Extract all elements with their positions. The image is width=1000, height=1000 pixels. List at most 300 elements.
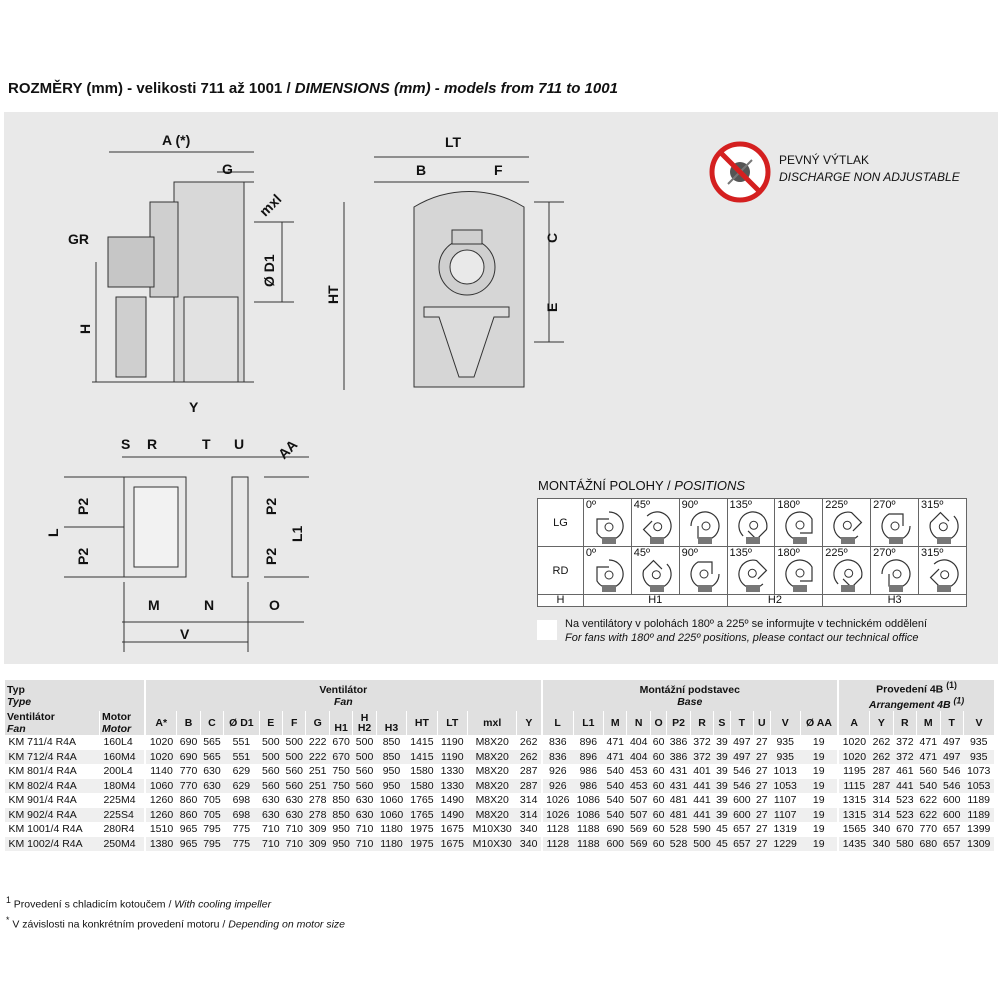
table-cell: 629 — [224, 764, 259, 779]
table-cell: 1580 — [407, 779, 437, 794]
table-cell: 1565 — [838, 822, 870, 837]
table-cell: KM 1002/4 R4A — [5, 837, 100, 852]
table-cell: 1415 — [407, 735, 437, 750]
table-cell: 27 — [754, 822, 770, 837]
fan-position-icon — [783, 509, 817, 545]
table-cell: 698 — [224, 808, 259, 823]
table-cell: 670 — [329, 750, 352, 765]
fan-position-icon — [879, 557, 913, 593]
table-cell: KM 1001/4 R4A — [5, 822, 100, 837]
fan-position-icon — [927, 557, 961, 593]
fan-position-icon — [927, 509, 961, 545]
col-a: A* — [145, 711, 177, 735]
table-cell: 1073 — [963, 764, 994, 779]
table-cell: 540 — [604, 793, 627, 808]
rotation-label: RD — [538, 547, 584, 595]
table-cell: 60 — [650, 837, 666, 852]
table-cell: 710 — [353, 822, 376, 837]
table-cell: 19 — [800, 822, 838, 837]
table-cell: 551 — [224, 750, 259, 765]
table-cell: 657 — [730, 822, 753, 837]
position-cell: 90º — [679, 499, 727, 547]
table-cell: 1580 — [407, 764, 437, 779]
table-cell: M8X20 — [468, 764, 517, 779]
col-d1: Ø D1 — [224, 711, 259, 735]
col-arr-r: R — [893, 711, 916, 735]
table-cell: 850 — [376, 750, 406, 765]
position-cell: 180º — [775, 499, 823, 547]
table-cell: 565 — [200, 750, 223, 765]
table-cell: 551 — [224, 735, 259, 750]
table-cell: 770 — [917, 822, 940, 837]
table-cell: 523 — [893, 808, 916, 823]
table-cell: 262 — [517, 735, 542, 750]
table-cell: 698 — [224, 793, 259, 808]
table-cell: 60 — [650, 779, 666, 794]
dim-S: S — [121, 436, 131, 452]
fan-position-icon — [831, 557, 865, 593]
table-cell: 569 — [627, 822, 650, 837]
table-cell: 546 — [940, 764, 963, 779]
table-cell: 1140 — [145, 764, 177, 779]
dim-P2-left-top: P2 — [75, 497, 91, 515]
table-cell: 1330 — [437, 764, 467, 779]
discharge-prohibited-icon — [712, 144, 768, 200]
table-cell: 1020 — [145, 735, 177, 750]
col-arr-m: M — [917, 711, 940, 735]
table-cell: 39 — [714, 735, 730, 750]
table-cell: 500 — [690, 837, 713, 852]
table-cell: 1189 — [963, 793, 994, 808]
table-cell: 314 — [517, 808, 542, 823]
position-cell: 90º — [679, 547, 727, 595]
arrangement-header: Provedení 4B $^{(1)}$ Arrangement 4B $^{(1)}$ — [838, 680, 994, 711]
table-cell: 690 — [604, 822, 627, 837]
table-cell: 540 — [604, 779, 627, 794]
table-cell: 836 — [542, 735, 574, 750]
table-cell: 500 — [353, 735, 376, 750]
table-cell: 372 — [893, 735, 916, 750]
table-cell: 1013 — [770, 764, 800, 779]
table-cell: 386 — [667, 735, 690, 750]
table-cell: 540 — [604, 764, 627, 779]
table-cell: 278 — [306, 808, 329, 823]
table-cell: 546 — [730, 779, 753, 794]
col-base-t: T — [730, 711, 753, 735]
table-cell: 986 — [573, 779, 603, 794]
table-cell: 471 — [604, 750, 627, 765]
dim-G: G — [222, 161, 233, 177]
note-box — [537, 620, 557, 640]
table-cell: 27 — [754, 750, 770, 765]
dim-P2-right-top: P2 — [263, 497, 279, 515]
table-cell: 1180 — [376, 837, 406, 852]
table-cell: 60 — [650, 822, 666, 837]
table-cell: 27 — [754, 779, 770, 794]
dim-HT: HT — [325, 285, 341, 304]
table-cell: 225S4 — [99, 808, 145, 823]
table-cell: 1975 — [407, 837, 437, 852]
table-cell: 690 — [177, 750, 200, 765]
table-cell: 19 — [800, 793, 838, 808]
col-base-l1: L1 — [573, 711, 603, 735]
table-cell: KM 901/4 R4A — [5, 793, 100, 808]
table-cell: 404 — [627, 735, 650, 750]
table-cell: 1189 — [963, 808, 994, 823]
table-cell: 600 — [604, 837, 627, 852]
col-e: E — [259, 711, 282, 735]
table-cell: 986 — [573, 764, 603, 779]
col-motor: Motor Motor — [99, 711, 145, 735]
table-cell: 1399 — [963, 822, 994, 837]
dim-D1: Ø D1 — [261, 254, 277, 287]
discharge-notice-cz: PEVNÝ VÝTLAK — [779, 153, 870, 167]
dim-E: E — [544, 302, 560, 312]
fan-position-icon — [592, 557, 626, 593]
table-cell: 39 — [714, 750, 730, 765]
dim-P2-right-bottom: P2 — [263, 547, 279, 565]
table-cell: 965 — [177, 837, 200, 852]
col-ht: HT — [407, 711, 437, 735]
table-cell: 309 — [306, 837, 329, 852]
table-cell: 680 — [917, 837, 940, 852]
table-cell: 1975 — [407, 822, 437, 837]
dim-R: R — [147, 436, 158, 452]
table-cell: 705 — [200, 808, 223, 823]
dim-mxl: mxl — [256, 190, 285, 220]
table-cell: 1260 — [145, 793, 177, 808]
positions-title: MONTÁŽNÍ POLOHY / POSITIONS — [538, 478, 746, 493]
positions-group-row — [538, 595, 967, 607]
table-cell: 39 — [714, 764, 730, 779]
table-cell: 404 — [627, 750, 650, 765]
table-cell: 560 — [283, 764, 306, 779]
dimensions-table — [4, 680, 994, 851]
table-cell: 1415 — [407, 750, 437, 765]
table-cell: 497 — [940, 750, 963, 765]
table-cell: 622 — [917, 793, 940, 808]
table-cell: 1319 — [770, 822, 800, 837]
col-base-o: O — [650, 711, 666, 735]
table-cell: 630 — [259, 808, 282, 823]
table-cell: 431 — [667, 779, 690, 794]
table-cell: 1260 — [145, 808, 177, 823]
table-cell: 45 — [714, 822, 730, 837]
table-cell: 60 — [650, 808, 666, 823]
table-row — [5, 779, 995, 794]
fan-position-icon — [688, 557, 722, 593]
col-base-aa: Ø AA — [800, 711, 838, 735]
table-cell: 950 — [376, 779, 406, 794]
table-cell: 630 — [200, 779, 223, 794]
table-cell: 523 — [893, 793, 916, 808]
table-cell: 569 — [627, 837, 650, 852]
table-body — [5, 735, 995, 851]
table-cell: 600 — [730, 808, 753, 823]
table-cell: 935 — [770, 735, 800, 750]
table-cell: 453 — [627, 779, 650, 794]
table-cell: 497 — [730, 750, 753, 765]
table-cell: 565 — [200, 735, 223, 750]
table-cell: 27 — [754, 735, 770, 750]
table-cell: 1229 — [770, 837, 800, 852]
table-cell: 287 — [517, 764, 542, 779]
table-cell: 280R4 — [99, 822, 145, 837]
table-cell: 1180 — [376, 822, 406, 837]
dim-O: O — [269, 597, 280, 613]
table-cell: 1060 — [376, 793, 406, 808]
table-cell: 1188 — [573, 837, 603, 852]
table-cell: 1195 — [838, 764, 870, 779]
col-arr-a: A — [838, 711, 870, 735]
table-row — [5, 808, 995, 823]
table-cell: 19 — [800, 764, 838, 779]
table-cell: 222 — [306, 750, 329, 765]
table-cell: KM 712/4 R4A — [5, 750, 100, 765]
position-group-h1: H1 — [583, 595, 727, 607]
table-cell: 1380 — [145, 837, 177, 852]
table-cell: 200L4 — [99, 764, 145, 779]
position-cell: 225º — [823, 547, 871, 595]
table-cell: 775 — [224, 822, 259, 837]
table-cell: 27 — [754, 764, 770, 779]
position-group-h3: H3 — [823, 595, 967, 607]
col-mxl: mxl — [468, 711, 517, 735]
col-b: B — [177, 711, 200, 735]
table-cell: 222 — [306, 735, 329, 750]
table-cell: 1060 — [145, 779, 177, 794]
table-cell: 629 — [224, 779, 259, 794]
position-cell: 0º — [583, 547, 631, 595]
table-cell: 39 — [714, 779, 730, 794]
position-cell: 315º — [919, 547, 967, 595]
table-cell: 45 — [714, 837, 730, 852]
table-cell: 19 — [800, 750, 838, 765]
col-lt: LT — [437, 711, 467, 735]
table-cell: 926 — [542, 779, 574, 794]
table-cell: M10X30 — [468, 822, 517, 837]
fan-position-icon — [640, 557, 674, 593]
table-cell: 850 — [329, 808, 352, 823]
fan-header: Ventilátor Fan — [145, 680, 541, 711]
table-cell: 1086 — [573, 808, 603, 823]
column-header-row — [5, 711, 995, 735]
position-cell: 45º — [631, 499, 679, 547]
table-cell: 935 — [963, 750, 994, 765]
position-group-h2: H2 — [727, 595, 823, 607]
table-cell: 1765 — [407, 808, 437, 823]
table-cell: 926 — [542, 764, 574, 779]
table-cell: 262 — [870, 735, 893, 750]
table-cell: 500 — [259, 735, 282, 750]
table-cell: 850 — [376, 735, 406, 750]
table-cell: 441 — [690, 808, 713, 823]
table-cell: 1190 — [437, 735, 467, 750]
table-cell: 431 — [667, 764, 690, 779]
dim-L1: L1 — [289, 525, 305, 542]
table-cell: 560 — [259, 764, 282, 779]
table-cell: 860 — [177, 808, 200, 823]
table-cell: 1107 — [770, 808, 800, 823]
fan-position-icon — [688, 509, 722, 545]
page-title: ROZMĚRY (mm) - velikosti 711 až 1001 / DIMENSIONS (mm) - models from 711 to 1001 — [8, 80, 618, 97]
col-base-u: U — [754, 711, 770, 735]
table-cell: 670 — [329, 735, 352, 750]
table-cell: 507 — [627, 808, 650, 823]
table-cell: 600 — [940, 793, 963, 808]
table-cell: 1490 — [437, 808, 467, 823]
position-cell: 270º — [871, 499, 919, 547]
table-cell: 180M4 — [99, 779, 145, 794]
table-cell: 251 — [306, 764, 329, 779]
table-cell: 471 — [917, 750, 940, 765]
dim-B: B — [416, 162, 427, 178]
table-cell: 528 — [667, 822, 690, 837]
dim-H: H — [77, 323, 93, 334]
table-cell: 1309 — [963, 837, 994, 852]
col-y: Y — [517, 711, 542, 735]
table-cell: 497 — [940, 735, 963, 750]
table-cell: 950 — [329, 837, 352, 852]
table-cell: 27 — [754, 793, 770, 808]
table-cell: 670 — [893, 822, 916, 837]
base-header: Montážní podstavec Base — [542, 680, 839, 711]
col-base-m: M — [604, 711, 627, 735]
table-cell: 441 — [893, 779, 916, 794]
table-cell: 471 — [604, 735, 627, 750]
table-cell: 160L4 — [99, 735, 145, 750]
dim-L: L — [45, 528, 61, 537]
table-cell: 262 — [517, 750, 542, 765]
table-cell: 461 — [893, 764, 916, 779]
dim-P2-left-bottom: P2 — [75, 547, 91, 565]
footnote-1: $^1$ Provedení s chladicím kotoučem / With cooling impeller — [6, 895, 272, 911]
col-h3: H3 — [376, 711, 406, 735]
table-cell: 287 — [517, 779, 542, 794]
table-cell: KM 902/4 R4A — [5, 808, 100, 823]
fan-position-icon — [783, 557, 817, 593]
table-cell: 372 — [690, 735, 713, 750]
table-cell: 1510 — [145, 822, 177, 837]
table-cell: 401 — [690, 764, 713, 779]
table-cell: 935 — [770, 750, 800, 765]
table-cell: 340 — [517, 837, 542, 852]
table-cell: 500 — [283, 735, 306, 750]
table-cell: 507 — [627, 793, 650, 808]
table-cell: KM 711/4 R4A — [5, 735, 100, 750]
table-row — [5, 837, 995, 852]
dim-C: C — [544, 232, 560, 243]
table-cell: 1315 — [838, 793, 870, 808]
table-cell: 19 — [800, 837, 838, 852]
col-h2: H H2 — [353, 711, 376, 735]
col-h1: H1 — [329, 711, 352, 735]
position-cell: 180º — [775, 547, 823, 595]
table-cell: 710 — [353, 837, 376, 852]
col-arr-y: Y — [870, 711, 893, 735]
table-cell: 1675 — [437, 837, 467, 852]
table-cell: 340 — [870, 822, 893, 837]
table-cell: 622 — [917, 808, 940, 823]
table-cell: 314 — [870, 793, 893, 808]
table-cell: 19 — [800, 779, 838, 794]
table-cell: 250M4 — [99, 837, 145, 852]
table-cell: 39 — [714, 793, 730, 808]
col-base-n: N — [627, 711, 650, 735]
fan-position-icon — [879, 509, 913, 545]
positions-note: Na ventilátory v polohách 180º a 225º se informujte v technickém oddělení For fans with 180º and 225º positions, please contact our technical office — [565, 618, 928, 644]
table-cell: 775 — [224, 837, 259, 852]
dim-AA: AA — [274, 436, 301, 463]
table-cell: 560 — [917, 764, 940, 779]
footnote-2: * V závislosti na konkrétním provedení motoru / Depending on motor size — [6, 914, 346, 930]
table-cell: 657 — [940, 822, 963, 837]
table-cell: 471 — [917, 735, 940, 750]
table-cell: 1060 — [376, 808, 406, 823]
table-cell: 630 — [283, 793, 306, 808]
table-cell: 560 — [353, 779, 376, 794]
table-cell: 690 — [177, 735, 200, 750]
table-cell: 1020 — [838, 750, 870, 765]
positions-row — [538, 547, 967, 595]
discharge-notice-en: DISCHARGE NON ADJUSTABLE — [779, 170, 960, 184]
table-cell: 896 — [573, 735, 603, 750]
table-cell: 1675 — [437, 822, 467, 837]
position-cell: 0º — [583, 499, 631, 547]
table-cell: 278 — [306, 793, 329, 808]
table-cell: 481 — [667, 808, 690, 823]
table-cell: M8X20 — [468, 808, 517, 823]
footnotes — [6, 893, 345, 932]
fan-position-icon — [736, 557, 770, 593]
dim-GR: GR — [68, 231, 89, 247]
table-cell: 795 — [200, 822, 223, 837]
table-cell: 500 — [259, 750, 282, 765]
table-cell: 441 — [690, 793, 713, 808]
table-cell: 540 — [604, 808, 627, 823]
table-cell: 27 — [754, 808, 770, 823]
discharge-notice — [779, 152, 960, 186]
table-cell: M10X30 — [468, 837, 517, 852]
table-cell: 1107 — [770, 793, 800, 808]
table-cell: 372 — [690, 750, 713, 765]
dim-F: F — [494, 162, 503, 178]
table-cell: 340 — [517, 822, 542, 837]
col-base-s: S — [714, 711, 730, 735]
table-cell: 1188 — [573, 822, 603, 837]
dim-V: V — [180, 626, 190, 642]
table-cell: 1026 — [542, 793, 574, 808]
rotation-label: LG — [538, 499, 584, 547]
dim-LT: LT — [445, 134, 462, 150]
fan-position-icon — [640, 509, 674, 545]
type-header: Typ Type — [5, 680, 146, 711]
table-cell: 340 — [870, 837, 893, 852]
table-row — [5, 764, 995, 779]
table-cell: M8X20 — [468, 793, 517, 808]
table-cell: 19 — [800, 808, 838, 823]
table-cell: 481 — [667, 793, 690, 808]
col-base-v: V — [770, 711, 800, 735]
table-cell: 39 — [714, 808, 730, 823]
table-row — [5, 750, 995, 765]
table-cell: 251 — [306, 779, 329, 794]
position-cell: 135º — [727, 499, 775, 547]
table-cell: 386 — [667, 750, 690, 765]
table-cell: 560 — [353, 764, 376, 779]
table-cell: 580 — [893, 837, 916, 852]
table-cell: 750 — [329, 779, 352, 794]
